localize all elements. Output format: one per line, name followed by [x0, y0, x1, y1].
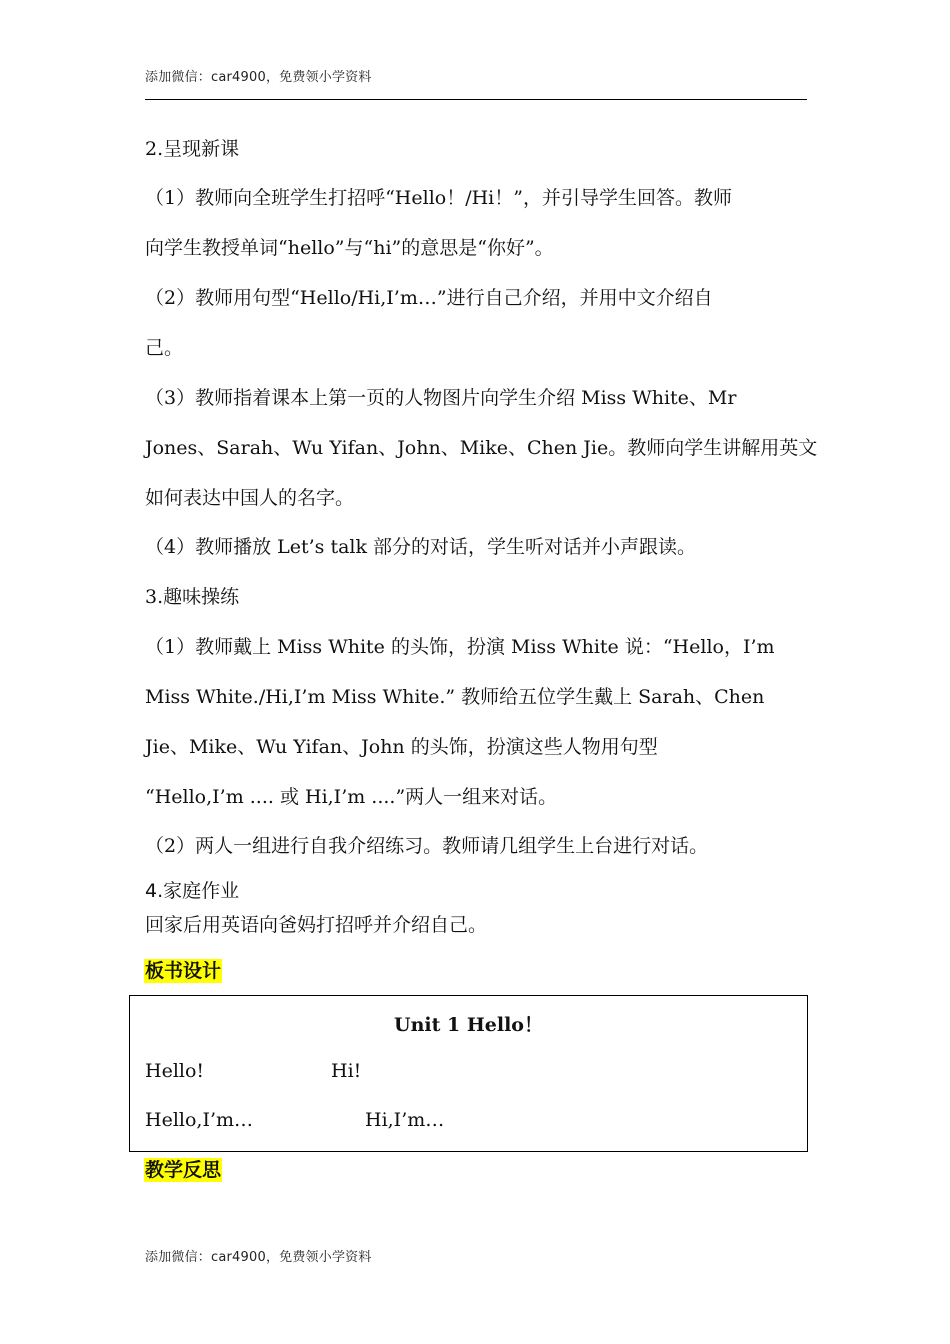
paragraph-3-line-3: 如何表达中国人的名字。 — [145, 487, 355, 509]
board-row1-left: Hello! — [145, 1060, 205, 1082]
paragraph-4-line-1: （4）教师播放 Let’s talk 部分的对话，学生听对话并小声跟读。 — [145, 536, 697, 558]
board-row2-left: Hello,I’m… — [145, 1109, 254, 1131]
board-title: Unit 1 Hello！ — [394, 1014, 543, 1036]
section-title-fun-practice: 3.趣味操练 — [145, 586, 240, 608]
paragraph-2-line-2: 己。 — [145, 337, 184, 359]
paragraph-6-line-1: （2）两人一组进行自我介绍练习。教师请几组学生上台进行对话。 — [145, 835, 709, 857]
paragraph-5-line-4: “Hello,I’m .... 或 Hi,I’m ....”两人一组来对话。 — [145, 786, 558, 808]
board-row1-right: Hi! — [331, 1060, 362, 1082]
section-title-homework: 4.家庭作业 — [145, 880, 240, 902]
board-design-heading: 板书设计 — [145, 960, 222, 982]
paragraph-5-line-3: Jie、Mike、Wu Yifan、John 的头饰，扮演这些人物用句型 — [145, 736, 658, 758]
section-title-present-new-lesson: 2.呈现新课 — [145, 138, 240, 160]
paragraph-1-line-2: 向学生教授单词“hello”与“hi”的意思是“你好”。 — [145, 237, 554, 259]
paragraph-5-line-2: Miss White./Hi,I’m Miss White.” 教师给五位学生戴上 Sarah、Chen — [145, 686, 765, 708]
footer-watermark-text: 添加微信：car4900，免费领小学资料 — [145, 1250, 372, 1265]
board-row2-right: Hi,I’m… — [365, 1109, 445, 1131]
paragraph-3-line-1: （3）教师指着课本上第一页的人物图片向学生介绍 Miss White、Mr — [145, 387, 737, 409]
teaching-reflection-heading: 教学反思 — [145, 1159, 222, 1181]
blackboard-design-box — [129, 995, 808, 1152]
header-watermark-text: 添加微信：car4900，免费领小学资料 — [145, 70, 372, 85]
homework-text: 回家后用英语向爸妈打招呼并介绍自己。 — [145, 914, 488, 936]
paragraph-3-line-2: Jones、Sarah、Wu Yifan、John、Mike、Chen Jie。教师向学生讲解用英文 — [145, 437, 818, 459]
paragraph-2-line-1: （2）教师用句型“Hello/Hi,I’m…”进行自己介绍，并用中文介绍自 — [145, 287, 713, 309]
paragraph-1-line-1: （1）教师向全班学生打招呼“Hello！/Hi！”，并引导学生回答。教师 — [145, 187, 732, 209]
paragraph-5-line-1: （1）教师戴上 Miss White 的头饰，扮演 Miss White 说：“Hello，I’m — [145, 636, 775, 658]
header-divider — [145, 99, 807, 100]
